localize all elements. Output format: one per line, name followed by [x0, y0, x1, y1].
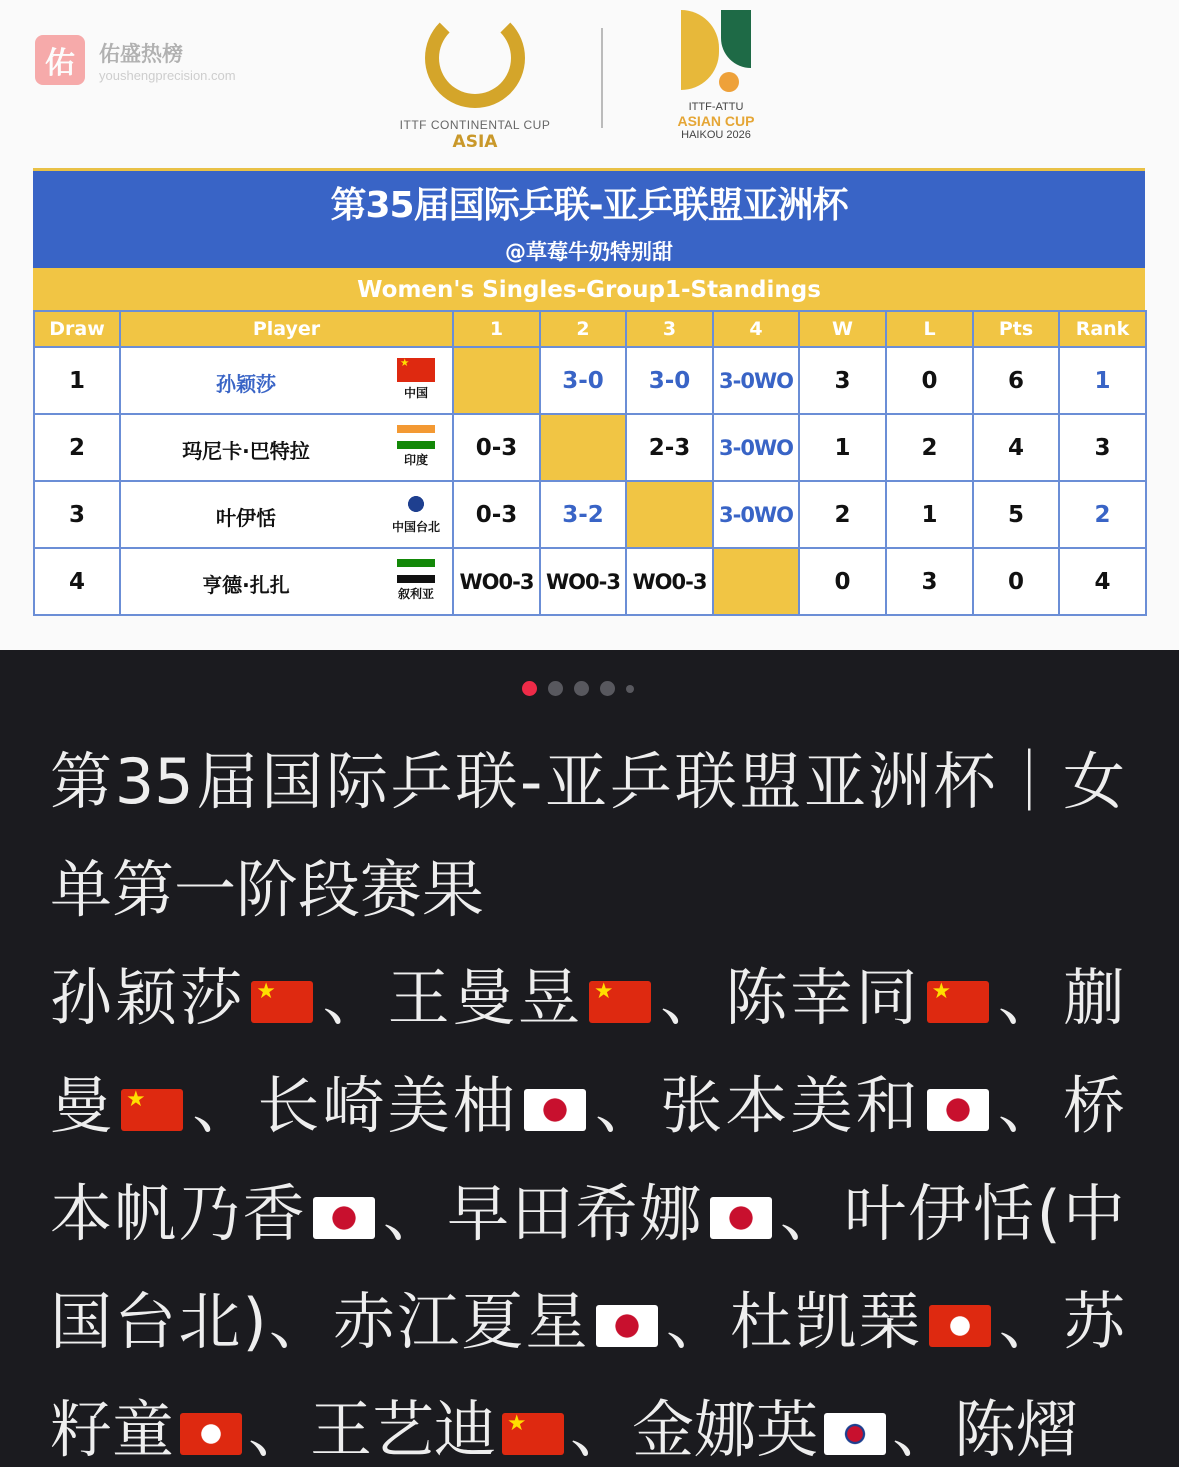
column-header: W	[799, 311, 886, 347]
carousel-dot[interactable]	[548, 681, 563, 696]
w-cell: 2	[799, 481, 886, 548]
carousel-dot[interactable]	[600, 681, 615, 696]
r2-cell: 3-2	[540, 481, 626, 548]
player-name: 王曼昱	[387, 961, 584, 1034]
country-label: 中国台北	[391, 520, 440, 534]
carousel-dot[interactable]	[574, 681, 589, 696]
logo-text: HAIKOU 2026	[681, 129, 751, 141]
player-name: 金娜英	[632, 1393, 819, 1466]
player-cell	[120, 481, 453, 548]
r2-cell: WO0-3	[540, 548, 626, 615]
standings-table	[33, 168, 1145, 616]
table-author: @草莓牛奶特别甜	[505, 240, 673, 264]
separator: 、	[657, 961, 726, 1034]
standings-image	[0, 0, 1179, 650]
rank-cell: 4	[1059, 548, 1146, 615]
column-header: L	[886, 311, 973, 347]
pts-cell: 0	[973, 548, 1059, 615]
separator: 、	[319, 961, 388, 1034]
watermark-name: 佑盛热榜	[99, 41, 183, 66]
draw-cell: 3	[34, 481, 120, 548]
rank-cell: 3	[1059, 414, 1146, 481]
player-name: 张本美和	[660, 1069, 921, 1142]
r3-cell: WO0-3	[626, 548, 713, 615]
post-section	[0, 650, 1179, 1467]
country-label: 印度	[403, 453, 428, 467]
column-header: Pts	[973, 311, 1059, 347]
r1-cell: WO0-3	[453, 548, 540, 615]
cn-flag-icon	[397, 358, 435, 382]
jp-flag-icon	[710, 1197, 772, 1239]
player-name: 叶伊恬(中国台北)	[50, 1177, 1125, 1358]
post-title: 第35届国际乒联-亚乒联盟亚洲杯｜女单第一阶段赛果	[50, 745, 1125, 926]
r1-cell	[453, 347, 540, 414]
table-row	[34, 548, 1146, 615]
racket-ring-icon	[425, 8, 525, 108]
column-header: 2	[540, 311, 626, 347]
watermark-logo: 佑	[35, 35, 85, 85]
l-cell: 1	[886, 481, 973, 548]
jp-flag-icon	[524, 1089, 586, 1131]
draw-cell: 1	[34, 347, 120, 414]
r1-cell: 0-3	[453, 414, 540, 481]
table-row	[34, 481, 1146, 548]
cn-flag-icon	[121, 1089, 183, 1131]
r3-cell	[626, 481, 713, 548]
player-name: 叶伊恬	[216, 506, 276, 530]
watermark-url: youshengprecision.com	[99, 67, 236, 83]
kr-flag-icon	[824, 1413, 886, 1455]
post-text	[50, 728, 1125, 1484]
separator: 、	[996, 1285, 1063, 1358]
r2-cell	[540, 414, 626, 481]
logo-text: ASIA	[452, 132, 498, 152]
cn-flag-icon	[251, 981, 313, 1023]
asian-cup-logo	[668, 10, 764, 141]
watermark	[35, 35, 236, 85]
r1-cell: 0-3	[453, 481, 540, 548]
r4-cell: 3-0WO	[713, 347, 799, 414]
table-subtitle: Women's Singles-Group1-Standings	[33, 265, 1145, 310]
player-name: 陈幸同	[725, 961, 921, 1034]
jp-flag-icon	[927, 1089, 989, 1131]
player-cell	[120, 548, 453, 615]
country-label: 叙利亚	[397, 587, 434, 601]
jp-flag-icon	[313, 1197, 375, 1239]
l-cell: 0	[886, 347, 973, 414]
separator: 、	[266, 1285, 334, 1358]
hk-flag-icon	[929, 1305, 991, 1347]
separator: 、	[380, 1177, 448, 1250]
r4-cell	[713, 548, 799, 615]
r4-cell: 3-0WO	[713, 414, 799, 481]
cn-flag-icon	[927, 981, 989, 1023]
country-label: 中国	[403, 386, 428, 400]
r4-cell: 3-0WO	[713, 481, 799, 548]
r3-cell: 2-3	[626, 414, 713, 481]
l-cell: 3	[886, 548, 973, 615]
w-cell: 3	[799, 347, 886, 414]
player-name: 孙颖莎	[50, 961, 246, 1034]
r3-cell: 3-0	[626, 347, 713, 414]
player-name: 亨德·扎扎	[202, 573, 290, 597]
w-cell: 0	[799, 548, 886, 615]
player-cell	[120, 347, 453, 414]
player-name: 玛尼卡·巴特拉	[182, 439, 310, 463]
table-title: 第35届国际乒联-亚乒联盟亚洲杯	[330, 185, 848, 226]
player-name: 陈熠	[954, 1393, 1079, 1466]
table-row	[34, 414, 1146, 481]
carousel-indicator[interactable]	[522, 681, 634, 696]
table-header	[33, 168, 1145, 265]
tw-flag-icon	[397, 492, 435, 516]
logo-divider	[601, 28, 603, 128]
rank-cell: 2	[1059, 481, 1146, 548]
rank-cell: 1	[1059, 347, 1146, 414]
column-header: Draw	[34, 311, 120, 347]
separator: 、	[591, 1069, 661, 1142]
column-header: Rank	[1059, 311, 1146, 347]
asian-cup-emblem-icon	[681, 10, 751, 95]
logo-text: ITTF-ATTU	[688, 101, 744, 113]
player-name: 王艺迪	[310, 1393, 497, 1466]
logo-text: ASIAN CUP	[677, 113, 755, 129]
cn-flag-icon	[502, 1413, 564, 1455]
player-name: 杜凯琹	[730, 1285, 923, 1358]
hk-flag-icon	[180, 1413, 242, 1455]
logo-text: ITTF CONTINENTAL CUP	[399, 118, 551, 132]
draw-cell: 2	[34, 414, 120, 481]
separator: 、	[777, 1177, 845, 1250]
pts-cell: 4	[973, 414, 1059, 481]
player-name: 桥本帆乃香	[50, 1069, 1125, 1250]
separator: 、	[994, 1069, 1063, 1142]
separator: 、	[248, 1393, 311, 1466]
column-header: 1	[453, 311, 540, 347]
player-name: 早田希娜	[447, 1177, 704, 1250]
separator: 、	[663, 1285, 731, 1358]
l-cell: 2	[886, 414, 973, 481]
w-cell: 1	[799, 414, 886, 481]
cn-flag-icon	[589, 981, 651, 1023]
column-header: Player	[120, 311, 453, 347]
player-name: 长崎美柚	[257, 1069, 518, 1142]
pts-cell: 5	[973, 481, 1059, 548]
in-flag-icon	[397, 425, 435, 449]
player-name: 赤江夏星	[333, 1285, 590, 1358]
r2-cell: 3-0	[540, 347, 626, 414]
table-row	[34, 347, 1146, 414]
player-name: 苏籽童	[50, 1285, 1125, 1466]
player-name: 蒯曼	[50, 961, 1125, 1142]
column-header: 3	[626, 311, 713, 347]
separator: 、	[892, 1393, 955, 1466]
sy-flag-icon	[397, 559, 435, 583]
carousel-dot[interactable]	[626, 685, 634, 693]
separator: 、	[994, 961, 1063, 1034]
pts-cell: 6	[973, 347, 1059, 414]
separator: 、	[189, 1069, 258, 1142]
separator: 、	[570, 1393, 633, 1466]
column-header: 4	[713, 311, 799, 347]
player-cell	[120, 414, 453, 481]
draw-cell: 4	[34, 548, 120, 615]
carousel-dot[interactable]	[522, 681, 537, 696]
jp-flag-icon	[596, 1305, 658, 1347]
continental-cup-logo	[395, 8, 555, 152]
player-name: 孙颖莎	[216, 372, 276, 396]
